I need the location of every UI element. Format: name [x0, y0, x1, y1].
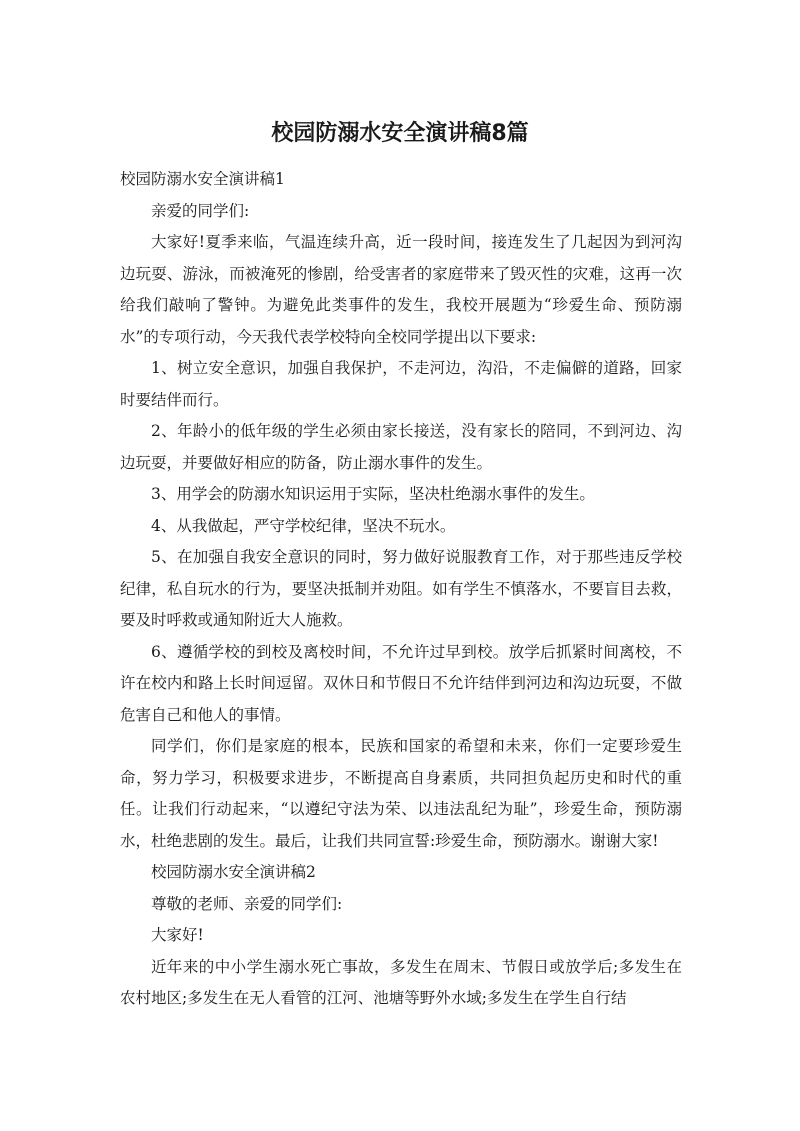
requirement-2: 2、年龄小的低年级的学生必须由家长接送，没有家长的陪同，不到河边、沟边玩耍，并要做好相应的防备，防止溺水事件的发生。 [120, 422, 682, 472]
requirement-1: 1、树立安全意识，加强自我保护，不走河边，沟沿，不走偏僻的道路，回家时要结伴而行。 [120, 359, 682, 409]
salutation-2: 尊敬的老师、亲爱的同学们: [151, 894, 343, 913]
requirement-4: 4、从我做起，严守学校纪律，坚决不玩水。 [151, 516, 456, 535]
intro-paragraph: 大家好!夏季来临，气温连续升高，近一段时间，接连发生了几起因为到河沟边玩耍、游泳，而被淹死的惨剧，给受害者的家庭带来了毁灭性的灾难，这再一次给我们敲响了警钟。为避免此类事件的发生，我校开展题为“珍爱生命、预防溺水”的专项行动，今天我代表学校特向全校同学提出以下要求: [120, 233, 682, 346]
greeting-2: 大家好! [151, 926, 204, 944]
closing-paragraph: 同学们，你们是家庭的根本，民族和国家的希望和未来，你们一定要珍爱生命，努力学习，积极要求进步，不断提高自身素质，共同担负起历史和时代的重任。让我们行动起来，“以遵纪守法为荣、以违法乱纪为耻”，珍爱生命，预防溺水，杜绝悲剧的发生。最后，让我们共同宣誓:珍爱生命，预防溺水。谢谢大家! [120, 737, 682, 850]
salutation: 亲爱的同学们: [151, 201, 250, 220]
requirement-6: 6、遵循学校的到校及离校时间，不允许过早到校。放学后抓紧时间离校，不许在校内和路上长时间逗留。双休日和节假日不允许结伴到河边和沟边玩耍，不做危害自己和他人的事情。 [120, 642, 682, 724]
requirement-5: 5、在加强自我安全意识的同时，努力做好说服教育工作，对于那些违反学校纪律，私自玩水的行为，要坚决抵制并劝阻。如有学生不慎落水，不要盲目去救，要及时呼救或通知附近大人施救。 [120, 548, 682, 629]
speech-2-paragraph: 近年来的中小学生溺水死亡事故，多发生在周末、节假日或放学后;多发生在农村地区;多发生在无人看管的江河、池塘等野外水域;多发生在学生自行结 [120, 957, 682, 1007]
speech-2-heading: 校园防溺水安全演讲稿2 [151, 863, 316, 881]
requirement-3: 3、用学会的防溺水知识运用于实际，坚决杜绝溺水事件的发生。 [151, 485, 595, 503]
speech-1-heading: 校园防溺水安全演讲稿1 [120, 170, 285, 188]
document-title: 校园防溺水安全演讲稿8篇 [271, 121, 529, 146]
document-body [120, 164, 682, 1015]
